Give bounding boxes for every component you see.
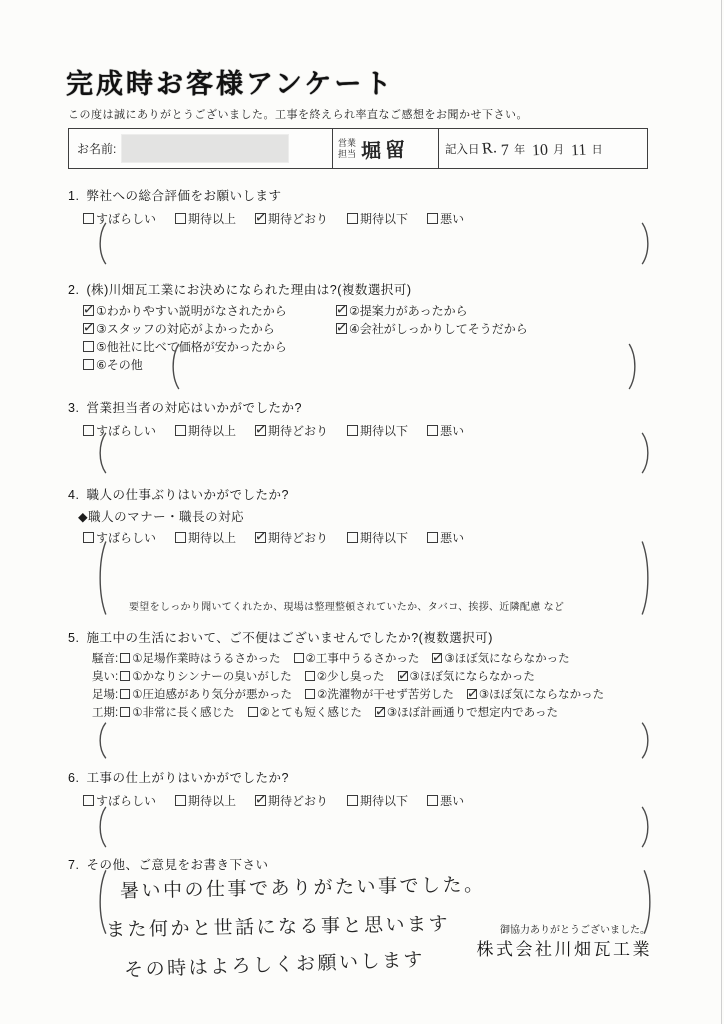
rating-option: 期待以下 — [347, 422, 408, 439]
checkbox-icon — [120, 671, 130, 681]
bracket-right-icon — [640, 806, 653, 848]
question-6 — [68, 768, 658, 809]
question-1 — [68, 186, 658, 227]
page-subtitle: この度は誠にありがとうございました。工事を終えられ率直なご感想をお聞かせ下さい。 — [68, 109, 528, 121]
year-unit: 年 — [514, 143, 526, 156]
inconvenience-option: ②洗濯物が干せず苦労した — [305, 686, 454, 704]
reason-option: ✓ ②提案力があったから — [336, 302, 468, 319]
checkbox-icon — [120, 707, 130, 717]
question-4 — [68, 485, 658, 613]
bracket-right-icon — [640, 722, 653, 759]
checkbox-icon — [347, 795, 358, 806]
question-2-row — [83, 320, 658, 338]
comment-area — [95, 222, 653, 265]
question-5-row-noise: 騒音: ①足場作業時はうるさかった ②工事中うるさかった ✓ ③ほぼ気にならなかった — [92, 650, 658, 668]
footer-thanks: 御協力ありがとうございました。 — [500, 925, 650, 936]
checkbox-checked-icon — [83, 323, 94, 334]
rating-option: 期待以下 — [347, 210, 408, 227]
checkbox-checked-icon — [336, 323, 347, 334]
rating-option: 期待以下 — [347, 529, 408, 546]
handwritten-comment-line-2: また何かと世話になる事と思います — [105, 913, 451, 942]
checkbox-checked-icon — [336, 305, 347, 316]
checkbox-checked-icon — [467, 689, 477, 699]
rating-option: 期待以下 — [347, 792, 408, 809]
bracket-right-icon — [640, 222, 653, 265]
question-6-text: 6. 工事の仕上がりはいかがでしたか? — [68, 771, 289, 785]
month-unit: 月 — [553, 143, 565, 156]
question-3-text: 3. 営業担当者の対応はいかがでしたか? — [68, 401, 302, 415]
inconvenience-option: ✓ ③ほぼ気にならなかった — [398, 668, 535, 686]
scan-edge-artifact — [721, 0, 722, 1024]
rating-option: すばらしい — [83, 210, 156, 227]
reason-option: ✓③スタッフの対応がよかったから — [83, 320, 336, 337]
reason-option-other: ⑥その他 — [83, 356, 143, 373]
inconvenience-option: ①非常に長く感じた — [120, 704, 234, 722]
bracket-left-icon — [168, 343, 181, 390]
bracket-left-icon — [95, 432, 108, 474]
sales-rep-cell — [333, 129, 439, 168]
reason-option: ✓ ④会社がしっかりしてそうだから — [336, 320, 528, 337]
comment-hint: 要望をしっかり聞いてくれたか、現場は整理整頓されていたか、タバコ、挨拶、近隣配慮 など — [129, 602, 565, 613]
inconvenience-option: ①かなりシンナーの臭いがした — [120, 668, 292, 686]
rating-option: 悪い — [427, 422, 464, 439]
rating-option: 悪い — [427, 529, 464, 546]
checkbox-icon — [427, 795, 438, 806]
date-label: 記入日 — [445, 143, 480, 156]
comment-area — [95, 806, 653, 848]
inconvenience-option: ✓ ③ほぼ計画通りで想定内であった — [375, 704, 558, 722]
rating-option: すばらしい — [83, 529, 156, 546]
name-cell — [69, 129, 333, 168]
other-reason-area — [168, 343, 640, 390]
reason-option: ⑤他社に比べて価格が安かったから — [83, 338, 287, 355]
page-title: 完成時お客様アンケート — [66, 69, 395, 99]
question-3 — [68, 398, 658, 439]
checkbox-icon — [83, 532, 94, 543]
checkbox-icon — [305, 689, 315, 699]
rating-option: ✓ 期待どおり — [255, 792, 328, 809]
comment-area — [95, 432, 653, 474]
bracket-right-icon — [640, 540, 653, 616]
inconvenience-option: ✓ ③ほぼ気にならなかった — [467, 686, 604, 704]
question-2-row — [83, 302, 658, 320]
rating-option: ✓ 期待どおり — [255, 210, 328, 227]
checkbox-icon — [83, 795, 94, 806]
name-label: お名前: — [77, 142, 117, 156]
checkbox-checked-icon — [255, 795, 266, 806]
bracket-right-icon — [627, 343, 640, 390]
date-day-value: 11 — [570, 141, 587, 159]
checkbox-icon — [248, 707, 258, 717]
info-table — [68, 128, 648, 169]
question-4-subheading: ◆職人のマナー・職長の対応 — [78, 510, 245, 524]
checkbox-icon — [120, 689, 130, 699]
rating-option: すばらしい — [83, 792, 156, 809]
rating-option: 期待以上 — [175, 422, 236, 439]
date-year-value: 7 — [500, 141, 510, 159]
rating-option: ✓ 期待どおり — [255, 529, 328, 546]
rating-option: ✓ 期待どおり — [255, 422, 328, 439]
comment-area — [95, 722, 653, 759]
inconvenience-option: ✓ ③ほぼ気にならなかった — [432, 650, 569, 668]
question-2-text: 2. (株)川畑瓦工業にお決めになられた理由は?(複数選択可) — [68, 283, 412, 297]
handwritten-comment-line-1: 暑い中の仕事でありがたい事でした。 — [119, 874, 486, 903]
inconvenience-option: ②少し臭った — [305, 668, 385, 686]
checkbox-icon — [83, 425, 94, 436]
checkbox-icon — [294, 653, 304, 663]
bracket-left-icon — [95, 222, 108, 265]
question-5-row-scaffold: 足場: ①圧迫感があり気分が悪かった ②洗濯物が干せず苦労した ✓ ③ほぼ気にならなかった — [92, 686, 658, 704]
reason-option: ✓①わかりやすい説明がなされたから — [83, 302, 336, 319]
rating-option: すばらしい — [83, 422, 156, 439]
checkbox-checked-icon — [375, 707, 385, 717]
checkbox-checked-icon — [83, 305, 94, 316]
day-unit: 日 — [591, 143, 603, 156]
rating-option: 悪い — [427, 792, 464, 809]
checkbox-icon — [83, 213, 94, 224]
date-month-value: 10 — [531, 141, 549, 159]
bracket-left-icon — [95, 540, 108, 616]
bracket-left-icon — [95, 722, 108, 759]
rating-option: 期待以上 — [175, 529, 236, 546]
question-5-row-schedule: 工期: ①非常に長く感じた ②とても短く感じた ✓ ③ほぼ計画通りで想定内であった — [92, 704, 658, 722]
date-era-value: R. — [480, 138, 497, 158]
checkbox-icon — [83, 341, 94, 352]
sales-rep-label: 営業 担当 — [338, 138, 357, 159]
question-7-text: 7. その他、ご意見をお書き下さい — [68, 858, 269, 872]
rating-option: 期待以上 — [175, 210, 236, 227]
date-cell — [439, 129, 647, 168]
footer-company-name: 株式会社川畑瓦工業 — [476, 940, 652, 959]
inconvenience-option: ②とても短く感じた — [248, 704, 362, 722]
question-1-text: 1. 弊社への総合評価をお願いします — [68, 189, 282, 203]
comment-area — [95, 540, 653, 616]
checkbox-icon — [175, 795, 186, 806]
rating-option: 悪い — [427, 210, 464, 227]
handwritten-comment-line-3: その時はよろしくお願いします — [123, 949, 426, 982]
checkbox-icon — [305, 671, 315, 681]
question-5-text: 5. 施工中の生活において、ご不便はございませんでしたか?(複数選択可) — [68, 631, 493, 645]
checkbox-checked-icon — [398, 671, 408, 681]
inconvenience-option: ②工事中うるさかった — [294, 650, 420, 668]
name-value-redacted — [121, 134, 289, 163]
sales-rep-value: 堀留 — [360, 139, 410, 163]
rating-option: 期待以上 — [175, 792, 236, 809]
question-5 — [68, 628, 658, 722]
question-4-text: 4. 職人の仕事ぶりはいかがでしたか? — [68, 488, 289, 502]
bracket-left-icon — [95, 806, 108, 848]
checkbox-icon — [120, 653, 130, 663]
question-2 — [68, 280, 658, 374]
bracket-right-icon — [640, 432, 653, 474]
checkbox-icon — [83, 359, 94, 370]
checkbox-checked-icon — [432, 653, 442, 663]
inconvenience-option: ①圧迫感があり気分が悪かった — [120, 686, 292, 704]
inconvenience-option: ①足場作業時はうるさかった — [120, 650, 280, 668]
question-5-row-smell: 臭い: ①かなりシンナーの臭いがした ②少し臭った ✓ ③ほぼ気にならなかった — [92, 668, 658, 686]
